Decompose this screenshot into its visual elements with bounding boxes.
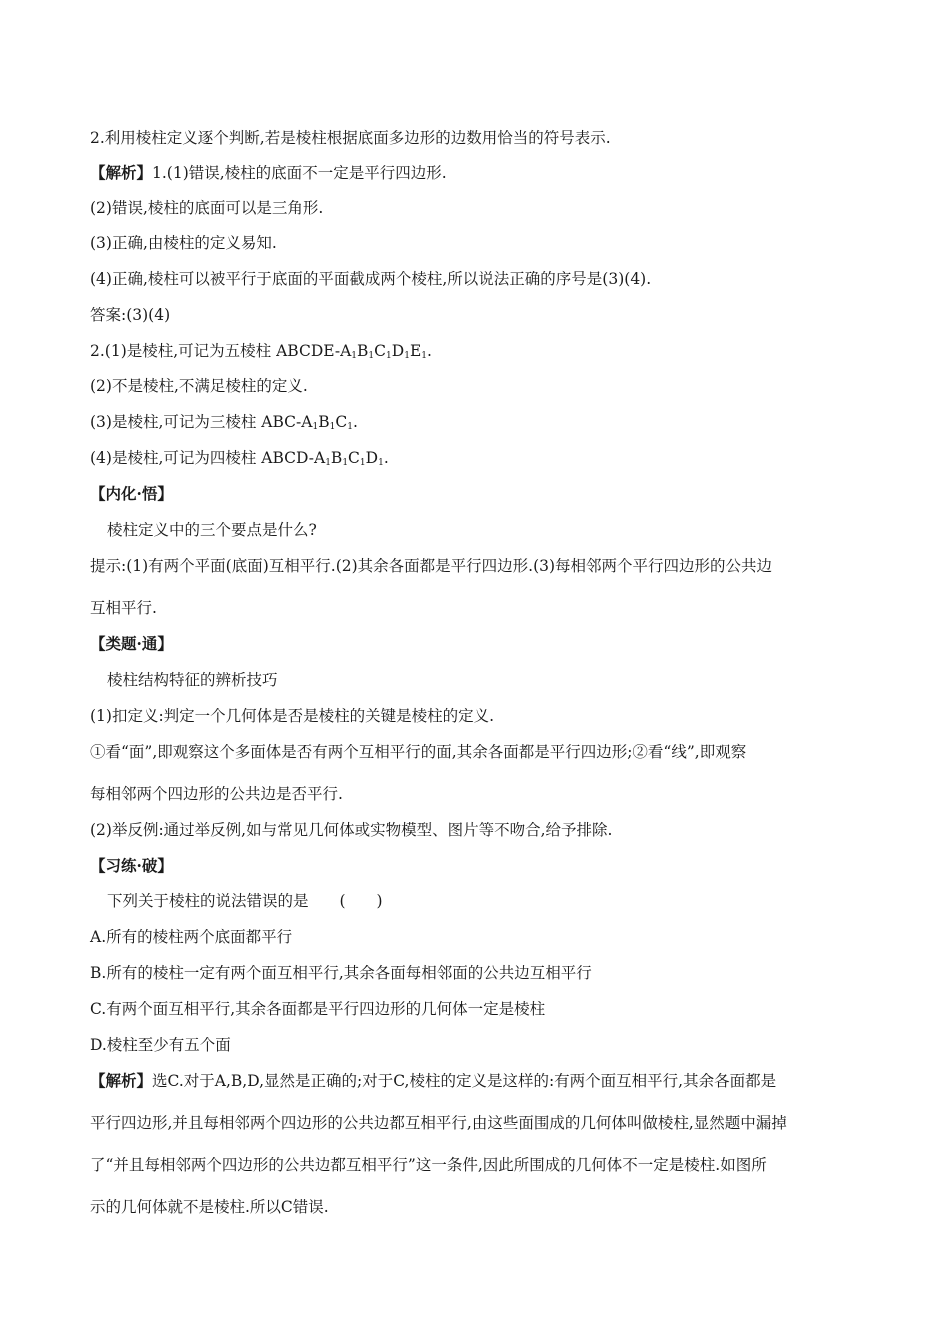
analysis-text: 1.(1)错误,棱柱的底面不一定是平行四边形. — [152, 164, 447, 182]
section-heading-leiti: 【类题·通】 — [90, 634, 173, 653]
method-line-2: 2.利用棱柱定义逐个判断,若是棱柱根据底面多边形的边数用恰当的符号表示. — [90, 129, 611, 147]
exercise-analysis-line-4: 示的几何体就不是棱柱.所以C错误. — [90, 1198, 329, 1216]
analysis-tag: 【解析】 — [90, 163, 153, 182]
exercise-analysis-line-3: 了“并且每相邻两个四边形的公共边都互相平行”这一条件,因此所围成的几何体不一定是棱柱.如图所 — [90, 1156, 767, 1174]
technique-line-2: ①看“面”,即观察这个多面体是否有两个互相平行的面,其余各面都是平行四边形;②看“线”,即观察 — [90, 743, 747, 761]
exercise-analysis-line-2: 平行四边形,并且每相邻两个四边形的公共边都互相平行,由这些面围成的几何体叫做棱柱,显然题中漏掉 — [90, 1114, 787, 1132]
analysis-line-2: (2)错误,棱柱的底面可以是三角形. — [90, 199, 324, 217]
judgement-line-2: (2)不是棱柱,不满足棱柱的定义. — [90, 377, 308, 395]
judgement-line-4: (4)是棱柱,可记为四棱柱 ABCD-$A_1B_1C_1D_1$. — [90, 449, 389, 468]
question-line: 棱柱定义中的三个要点是什么? — [107, 521, 317, 539]
option-c: C.有两个面互相平行,其余各面都是平行四边形的几何体一定是棱柱 — [90, 1000, 546, 1018]
technique-line-4: (2)举反例:通过举反例,如与常见几何体或实物模型、图片等不吻合,给予排除. — [90, 821, 613, 839]
exercise-analysis-line-1: 【解析】选C.对于A,B,D,显然是正确的;对于C,棱柱的定义是这样的:有两个面互相平行,其余各面都是 — [90, 1071, 777, 1090]
option-d: D.棱柱至少有五个面 — [90, 1036, 231, 1054]
section-heading-neihua: 【内化·悟】 — [90, 484, 173, 503]
exercise-question: 下列关于棱柱的说法错误的是 ( ) — [107, 892, 383, 910]
answer-line: 答案:(3)(4) — [90, 306, 171, 324]
technique-title: 棱柱结构特征的辨析技巧 — [107, 671, 278, 689]
technique-line-3: 每相邻两个四边形的公共边是否平行. — [90, 785, 343, 803]
technique-line-1: (1)扣定义:判定一个几何体是否是棱柱的关键是棱柱的定义. — [90, 707, 495, 725]
section-heading-xilian: 【习练·破】 — [90, 856, 173, 875]
hint-line-2: 互相平行. — [90, 599, 157, 617]
option-a: A.所有的棱柱两个底面都平行 — [90, 928, 293, 946]
analysis-tag-2: 【解析】 — [90, 1071, 153, 1090]
analysis-line-3: (3)正确,由棱柱的定义易知. — [90, 234, 277, 252]
judgement-line-1: 2.(1)是棱柱,可记为五棱柱 ABCDE-$A_1B_1C_1D_1E_1$. — [90, 342, 432, 361]
hint-line-1: 提示:(1)有两个平面(底面)互相平行.(2)其余各面都是平行四边形.(3)每相邻两个平行四边形的公共边 — [90, 557, 773, 575]
judgement-line-3: (3)是棱柱,可记为三棱柱 ABC-$A_1B_1C_1$. — [90, 413, 358, 432]
option-b: B.所有的棱柱一定有两个面互相平行,其余各面每相邻面的公共边互相平行 — [90, 964, 592, 982]
analysis-line-1 — [90, 163, 447, 183]
analysis-line-4: (4)正确,棱柱可以被平行于底面的平面截成两个棱柱,所以说法正确的序号是(3)(4). — [90, 270, 652, 288]
